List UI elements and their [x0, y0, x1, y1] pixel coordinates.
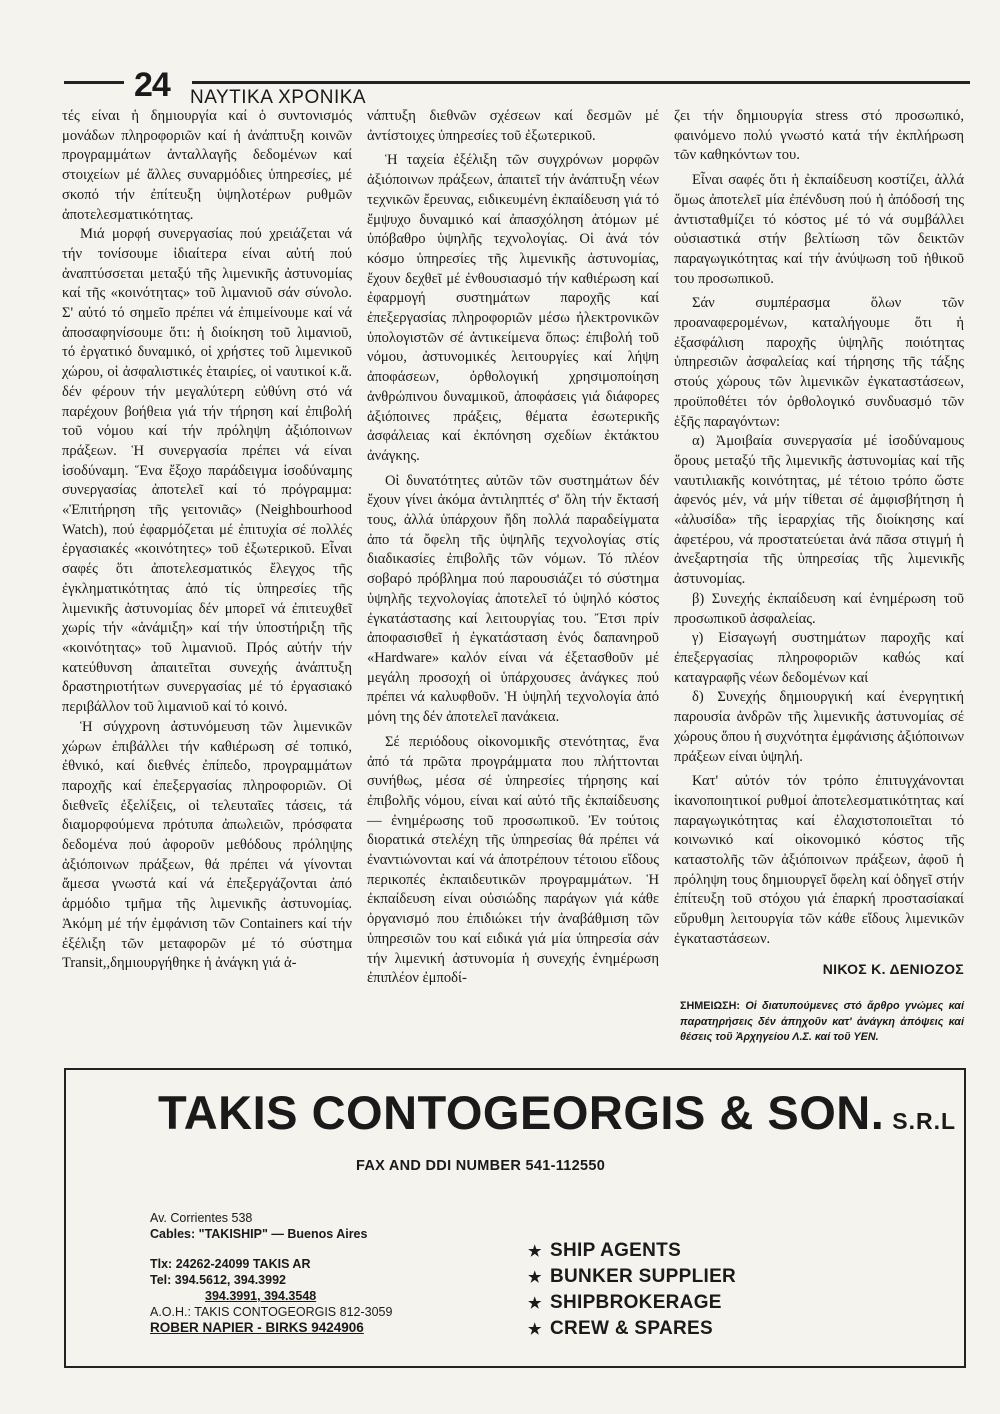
ad-fax-line: FAX AND DDI NUMBER 541-112550 — [356, 1158, 606, 1174]
paragraph: Εἶναι σαφές ὅτι ἡ ἐκπαίδευση κοστίζει, ἀλλά ὅμως ἀποτελεῖ μία ἐπένδυση πού ἡ ἀπόδοσή της ἀντισταθμίζει τό κόστος μέ τό νά συμβάλλει οὐσιαστικά στήν βελτίωση τῶν δεικτῶν παραγωγικότητας καί τήν ἀνύψωση τοῦ ἠθικοῦ του προσωπικοῦ. — [674, 172, 964, 287]
ad-service-label: BUNKER SUPPLIER — [550, 1266, 737, 1287]
paragraph: Κατ' αὐτόν τόν τρόπο ἐπιτυγχάνονται ἱκανοποιητικοί ρυθμοί ἀποτελεσματικότητας καί παραγωγικότητας καί ἐλαχιστοποιεῖται τό κοινωνικό καί οἰκονομικό κόστος τῆς καταστολῆς τῶν ἀξιόποινων πράξεων, ἀφοῦ ἡ πρόληψη τους δημιουργεῖ ὄφελη καί ὁδηγεῖ στήν ἐπίτευξη τοῦ στόχου γιά ἐπαρκή προστασίακαί εὔρυθμη λειτουργία τῶν κάθε εἴδους λιμενικῶν ἐγκαταστάσεων. — [674, 773, 964, 947]
ad-cables — [150, 1226, 392, 1242]
paragraph: Σάν συμπέρασμα ὅλων τῶν προαναφερομένων, καταλήγουμε ὅτι ἡ ἐξασφάλιση παροχῆς ὑψηλῆς ποιότητας ὑπηρεσιῶν ἀσφαλείας καί τήρησης τῆς τάξης στούς χώρους τῶν λιμενικῶν ἐγκαταστάσεων, προϋποθέτει τόν ὀρθολογικό συνδυασμό τῶν ἑξῆς παραγόντων: — [674, 295, 964, 430]
advertisement-box — [64, 1068, 966, 1368]
article-column-3 — [674, 107, 964, 1046]
publication-name: ΝΑΥΤΙΚΑ ΧΡΟΝΙΚΑ — [190, 87, 367, 108]
header-rule-left — [64, 81, 124, 84]
star-icon: ★ — [528, 1321, 542, 1338]
paragraph: τές είναι ἡ δημιουργία καί ὁ συντονισμός μονάδων πληροφοριῶν καί ἡ ἀνάπτυξη κοινῶν προγραμμάτων ἀνταλλαγῆς δεδομένων καί στοιχείων μέ ἄλλες συναρμόδιες ὑπηρεσίες, μέ σκοπό τήν ἐπίτευξη ὑψηλοτέρων ρυθμῶν ἀποτελεσματικότητας. — [62, 108, 352, 223]
paragraph: ζει τήν δημιουργία stress στό προσωπικό, φαινόμενο πολύ γνωστό κατά τήν ἐκπλήρωση τῶν καθηκόντων του. — [674, 108, 964, 164]
paragraph: Οἱ δυνατότητες αὐτῶν τῶν συστημάτων δέν ἔχουν γίνει ἀκόμα ἀντιληπτές σ' ὅλη τήν ἔκτασή τους, ἀλλά ὑπάρχουν ἤδη πολλά παραδείγματα ἀπο τά ὄφελη τῆς ὑψηλῆς τεχνολογίας στίς διαδικασίες ἐπιβολῆς τῶν νόμων. Τό πλέον σοβαρό πρόβλημα πού παρουσιάζει τό σύστημα ὑψηλῆς τεχνολογίας ἀποτελεῖ τό ὑψηλό κόστος ἐγκατάστασης καί λειτουργίας του. Ἔτσι πρίν ἀποφασισθεῖ ἡ ἐγκατάσταση ἑνός δαπανηροῦ «Hardware» καλόν είναι νά ἐξετασθοῦν μέ μεγάλη προσοχή οἱ ὑπάρχουσες ἀνάγκες πού πρέπει νά καλυφθοῦν. Ἡ ὑψηλή τεχνολογία ἀπό μόνη της δέν ἀποτελεῖ πανάκεια. — [367, 472, 659, 726]
ad-rober-napier: ROBER NAPIER - BIRKS 9424906 — [150, 1320, 364, 1335]
paragraph: Σέ περιόδους οἰκονομικῆς στενότητας, ἕνα ἀπό τά πρῶτα προγράμματα που πλήττονται συνήθως, μέσα σέ ὑπηρεσίες τήρησης καί ἐπιβολῆς νόμου, είναι καί αὐτό τῆς ἐκπαίδευσης — ἐνημέρωσης τοῦ προσωπικοῦ. Ἐν τούτοις διορατικά στελέχη τῆς ὑπηρεσίας θά πρέπει νά ἐναντιώνονται καί νά ἀποτρέπουν τέτοιου εἴδους περικοπές ἐκπαιδευτικῶν προγραμμάτων. Ἡ ἐκπαίδευση είναι οὐσιώδης παράγων γιά κάθε ὀργανισμό που ἐπιδιώκει τήν ἀναβάθμιση τῶν ὑπηρεσιῶν του καί ειδικά γιά μία ὑπηρεσία σάν τήν λιμενική ἀστυνομία ἡ συνεχής ἐνημέρωση ἐπιπλέον ἐμποδί- — [367, 733, 659, 987]
ad-service-item — [528, 1238, 736, 1264]
header-rule-right — [192, 81, 970, 84]
note-text: Οἱ διατυπούμενες στό ἄρθρο γνώμες καί παρατηρήσεις δέν ἀπηχοῦν κατ' ἀνάγκη ἀπόψεις καί θέσεις τοῦ Ἀρχηγείου Λ.Σ. καί τοῦ ΥΕΝ. — [680, 1000, 964, 1044]
author-signature: ΝΙΚΟΣ Κ. ΔΕΝΙΟΖΟΣ — [822, 960, 964, 977]
ad-service-label: CREW & SPARES — [550, 1318, 713, 1339]
ad-service-label: SHIP AGENTS — [550, 1240, 682, 1261]
ad-tel: Tel: 394.5612, 394.3992 — [150, 1273, 286, 1287]
ad-cables-label: Cables: — [150, 1227, 196, 1241]
list-item-c: γ) Εἰσαγωγή συστημάτων παροχῆς καί ἐπεξεργασίας πληροφοριῶν καθώς καί καταγραφῆς νέων δεδομένων καί — [674, 630, 964, 686]
ad-cables-value: "TAKISHIP" — Buenos Aires — [198, 1227, 368, 1241]
star-icon: ★ — [528, 1269, 542, 1286]
list-item-d: δ) Συνεχής δημιουργική καί ἐνεργητική παρουσία ἀνδρῶν τῆς λιμενικῆς ἀστυνομίας σέ χώρους ὅπου ἡ συχνότητα ἐμφάνισης ἀξιόποινων πράξεων είναι ὑψηλή. — [674, 689, 964, 765]
article-column-1 — [62, 107, 352, 974]
page-number: 24 — [134, 66, 170, 104]
star-icon: ★ — [528, 1295, 542, 1312]
ad-services-list — [528, 1238, 736, 1342]
paragraph: Μιά μορφή συνεργασίας πού χρειάζεται νά τήν τονίσουμε ἰδιαίτερα είναι αὐτή πού ἀναπτύσσεται μεταξύ τῆς λιμενικῆς ἀστυνομίας καί τῆς «κοινότητας» τοῦ λιμανιοῦ σάν σύνολο. Σ' αὐτό τό σημεῖο πρέπει νά ἐπιμείνουμε καί νά ἀποσαφηνίσουμε ὅτι: ἡ διοίκηση τοῦ λιμανιοῦ, τό ἐργατικό δυναμικό, οἱ χρήστες τοῦ λιμενικοῦ χώρου, οἱ ἀσφαλιστικές ἑταιρίες, οἱ ναυτικοί κ.ἄ. δέν φέρουν τήν μεγαλύτερη εὐθύνη στό νά παρέχουν βοήθεια γιά τήν τήρηση καί ἐπιβολή τοῦ νόμου καί τήν πρόληψη ἀξιόποινων πράξεων. Ἡ συνεργασία πρέπει νά είναι ἰσοδύναμη. Ἕνα ἔξοχο παράδειγμα ἰσοδύναμης συνεργασίας ἀποτελεῖ καί τό πρόγραμμα: «Ἐπιτήρηση τῆς γειτονιᾶς» (Neighbourhood Watch), πού ἐφαρμόζεται μέ ἐπιτυχία σέ πολλές ἐργασιακές «κοινότητες» τοῦ ἐξωτερικοῦ. Εἶναι σαφές ὅτι ἀποτελεσματικός ἔλεγχος τῆς ἐγκληματικότητας ἀπό τίς ὑπηρεσίες τῆς λιμενικῆς ἀστυνομίας δέν μπορεῖ νά ἐπιτευχθεῖ χωρίς τήν «ἀνάμιξη» καί τήν ὑποστήριξη τῆς «κοινότητας» τοῦ λιμανιοῦ. Πρός αὐτήν τήν κατεύθυνση ἀπαιτεῖται συνεχής ἀνάπτυξη δραστηριοτήτων συνεργασίας μέ τό ἐργασιακό περιβάλλον τοῦ λιμανιοῦ καί τό κοινό. — [62, 226, 352, 716]
ad-company-suffix: S.R.L — [892, 1108, 957, 1134]
paragraph: Ἡ σύγχρονη ἀστυνόμευση τῶν λιμενικῶν χώρων ἐπιβάλλει τήν καθιέρωση σέ τοπικό, ἐθνικό, καί διεθνές ἐπίπεδο, προγραμμάτων παροχῆς καί ἐπεξεργασίας πληροφοριῶν. Οἱ διεθνεῖς ἐξελίξεις, οἱ τελευταῖες τάσεις, τά διαμορφούμενα πρότυπα ἀπωλειῶν, πρόσφατα δεδομένα πού ἀφοροῦν μεθόδους πρόληψης ἀξιόποινων πράξεων, θά πρέπει νά γίνονται ἄμεσα γνωστά καί νά ἐπεξεργάζονται ἀπό ἁρμόδιο τμῆμα τῆς λιμενικῆς ἀστυνομίας. Ἀκόμη μέ τήν ἐμφάνιση τῶν Containers καί τήν ἐξέλιξη τῶν μεταφορῶν μέ τό σύστημα Transit,,δημιουργήθηκε ἡ ἀνάγκη γιά ἀ- — [62, 718, 352, 972]
ad-tlx: Tlx: 24262-24099 TAKIS AR — [150, 1257, 311, 1271]
editorial-note — [674, 999, 964, 1046]
list-item-b: β) Συνεχής ἐκπαίδευση καί ἐνημέρωση τοῦ προσωπικοῦ ἀσφαλείας. — [674, 590, 964, 627]
ad-service-item — [528, 1264, 736, 1290]
ad-aoh: A.O.H.: TAKIS CONTOGEORGIS 812-3059 — [150, 1305, 393, 1319]
article-column-2 — [367, 107, 659, 989]
ad-service-item — [528, 1316, 736, 1342]
ad-company: TAKIS CONTOGEORGIS & SON. — [158, 1086, 885, 1139]
ad-company-name — [158, 1088, 956, 1146]
ad-service-label: SHIPBROKERAGE — [550, 1292, 722, 1313]
list-item-a: α) Ἀμοιβαία συνεργασία μέ ἰσοδύναμους ὅρους μεταξύ τῆς λιμενικῆς ἀστυνομίας καί τῆς ναυτιλιακῆς κοινότητας, μέ τέτοιο τρόπο ὥστε ἀφενός μέν, νά μήν τίθεται σέ ἀμφισβήτηση ἡ «ἀλυσίδα» τῆς ἱεραρχίας τῆς διοίκησης καί ἀφετέρου, νά προστατεύεται ἀνά πᾶσα στιγμή ἡ ἀνεξαρτησία τῆς ὑπηρεσίας τῆς λιμενικῆς ἀστυνομίας. — [674, 433, 964, 588]
ad-contact-block — [150, 1210, 392, 1336]
ad-address: Av. Corrientes 538 — [150, 1211, 253, 1225]
paragraph: Ἡ ταχεία ἐξέλιξη τῶν συγχρόνων μορφῶν ἀξιόποινων πράξεων, ἀπαιτεῖ τήν ἀνάπτυξη νέων τεχνικῶν ἔρευνας, ειδικευμένη ἐκπαίδευση γιά τό ἔμψυχο δυναμικό καί ἀπασχόληση ἀτόμων μέ ὑπόβαθρο ὑψηλῆς τεχνολογίας. Οἱ ἀνά τόν κόσμο ὑπηρεσίες τῆς λιμενικῆς ἀστυνομίας, ἔχουν δεχθεῖ μέ ἐνθουσιασμό τήν καθιέρωση καί ἐφαρμογή συστημάτων παροχῆς καί ἐπεξεργασίας πληροφοριῶν μέσω ἠλεκτρονικῶν ὑπολογιστῶν σέ ἀντικείμενα ὅπως: ἐπιβολή τοῦ νόμου, ἀστυνομικές λειτουργίες καί λήψη ἀποφάσεων, ὀρθολογική χρησιμοποίηση ἀνθρώπινου δυναμικοῦ, ἀποφάσεις γιά διάφορες ἀξιόποινες πράξεις, θέματα ἐσωτερικῆς ἀσφάλειας καί ἐκπόνηση σχεδίων ἐκτάκτου ἀνάγκης. — [367, 152, 659, 464]
note-label: ΣΗΜΕΙΩΣΗ: — [680, 1000, 740, 1013]
star-icon: ★ — [528, 1243, 542, 1260]
paragraph: νάπτυξη διεθνῶν σχέσεων καί δεσμῶν μέ ἀντίστοιχες ὑπηρεσίες τοῦ ἐξωτερικοῦ. — [367, 108, 659, 144]
ad-service-item — [528, 1290, 736, 1316]
ad-tel-2: 394.3991, 394.3548 — [205, 1289, 317, 1303]
